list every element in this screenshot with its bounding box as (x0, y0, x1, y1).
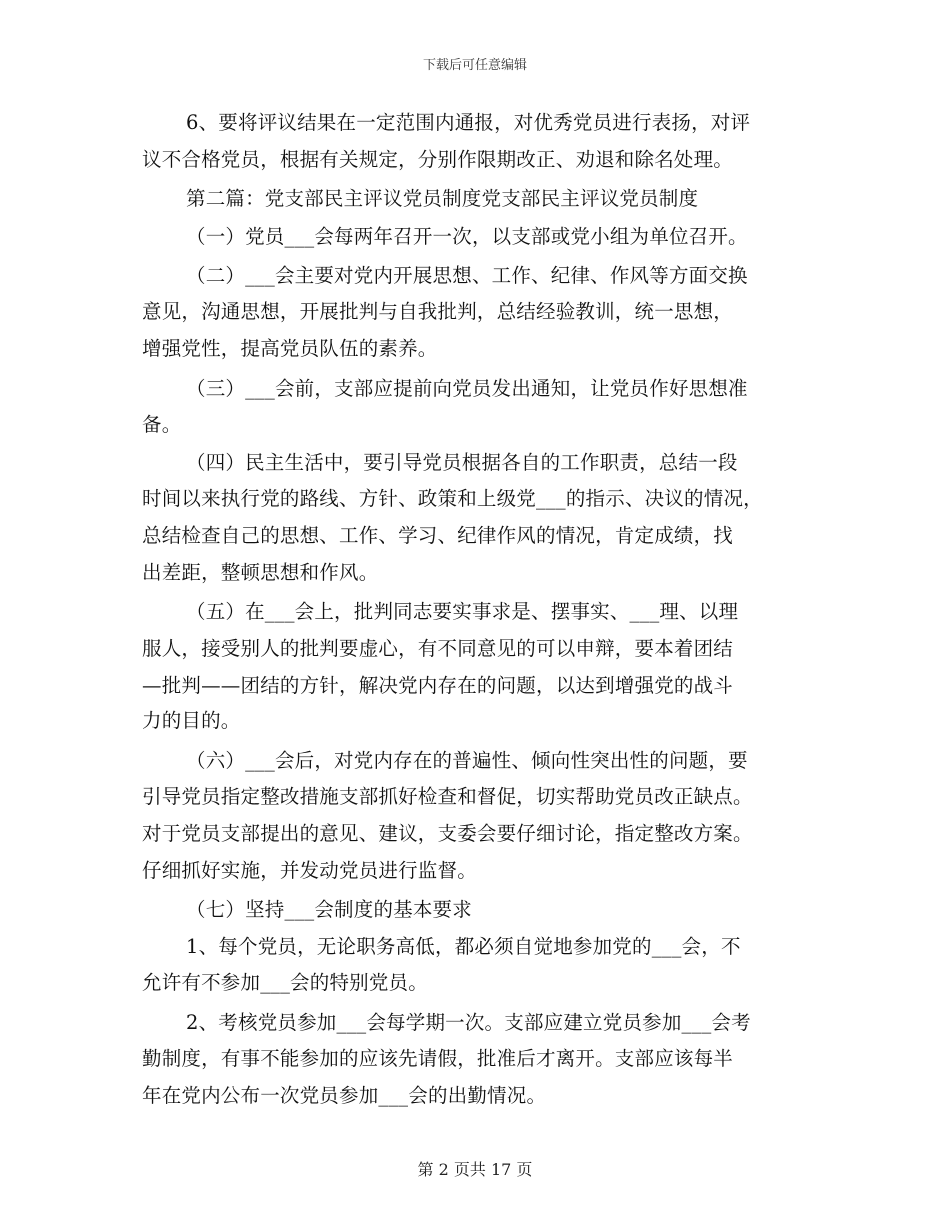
paragraph-line: （六）___会后，对党内存在的普遍性、倾向性突出性的问题，要 (186, 749, 748, 772)
paragraph-line: （一）党员___会每两年召开一次，以支部或党小组为单位召开。 (186, 225, 748, 248)
paragraph-line: （四）民主生活中，要引导党员根据各自的工作职责，总结一段 (186, 451, 738, 474)
page-header: 下载后可任意编辑 (422, 58, 527, 73)
paragraph-line: 力的目的。 (142, 709, 241, 732)
paragraph-line: 6、要将评议结果在一定范围内通报，对优秀党员进行表扬，对评 (186, 111, 751, 134)
paragraph-line: （二）___会主要对党内开展思想、工作、纪律、作风等方面交换 (186, 264, 748, 287)
paragraph-line: 勤制度，有事不能参加的应该先请假，批准后才离开。支部应该每半 (142, 1047, 734, 1070)
paragraph-line: 总结检查自己的思想、工作、学习、纪律作风的情况，肯定成绩，找 (142, 524, 734, 547)
paragraph-line: 允许有不参加___会的特别党员。 (142, 971, 428, 994)
paragraph-line: （七）坚持___会制度的基本要求 (186, 898, 472, 921)
paragraph-line: 服人，接受别人的批判要虚心，有不同意见的可以申辩，要本着团结 (142, 637, 734, 660)
paragraph-line: —批判——团结的方针，解决党内存在的问题，以达到增强党的战斗 (142, 674, 734, 697)
paragraph-line: 时间以来执行党的路线、方针、政策和上级党___的指示、决议的情况， (142, 487, 763, 510)
paragraph-line: 仔细抓好实施，并发动党员进行监督。 (142, 859, 477, 882)
paragraph-line: 引导党员指定整改措施支部抓好检查和督促，切实帮助党员改正缺点。 (142, 785, 753, 808)
paragraph-line: （三）___会前，支部应提前向党员发出通知，让党员作好思想准 (186, 377, 748, 400)
paragraph-line: （五）在___会上，批判同志要实事求是、摆事实、___理、以理 (186, 600, 739, 623)
paragraph-line: 备。 (142, 413, 182, 436)
paragraph-line: 1、每个党员，无论职务高低，都必须自觉地参加党的___会，不 (186, 935, 741, 958)
paragraph-line: 年在党内公布一次党员参加___会的出勤情况。 (142, 1084, 547, 1107)
section-title: 第二篇：党支部民主评议党员制度党支部民主评议党员制度 (186, 187, 699, 210)
paragraph-line: 对于党员支部提出的意见、建议，支委会要仔细讨论，指定整改方案。 (142, 822, 753, 845)
paragraph-line: 意见，沟通思想，开展批判与自我批判，总结经验教训，统一思想， (142, 300, 734, 323)
paragraph-line: 出差距，整顿思想和作风。 (142, 561, 379, 584)
page-footer: 第 2 页共 17 页 (417, 1160, 533, 1179)
paragraph-line: 议不合格党员，根据有关规定，分别作限期改正、劝退和除名处理。 (142, 148, 734, 171)
paragraph-line: 2、考核党员参加___会每学期一次。支部应建立党员参加___会考 (186, 1011, 751, 1034)
paragraph-line: 增强党性，提高党员队伍的素养。 (142, 337, 438, 360)
